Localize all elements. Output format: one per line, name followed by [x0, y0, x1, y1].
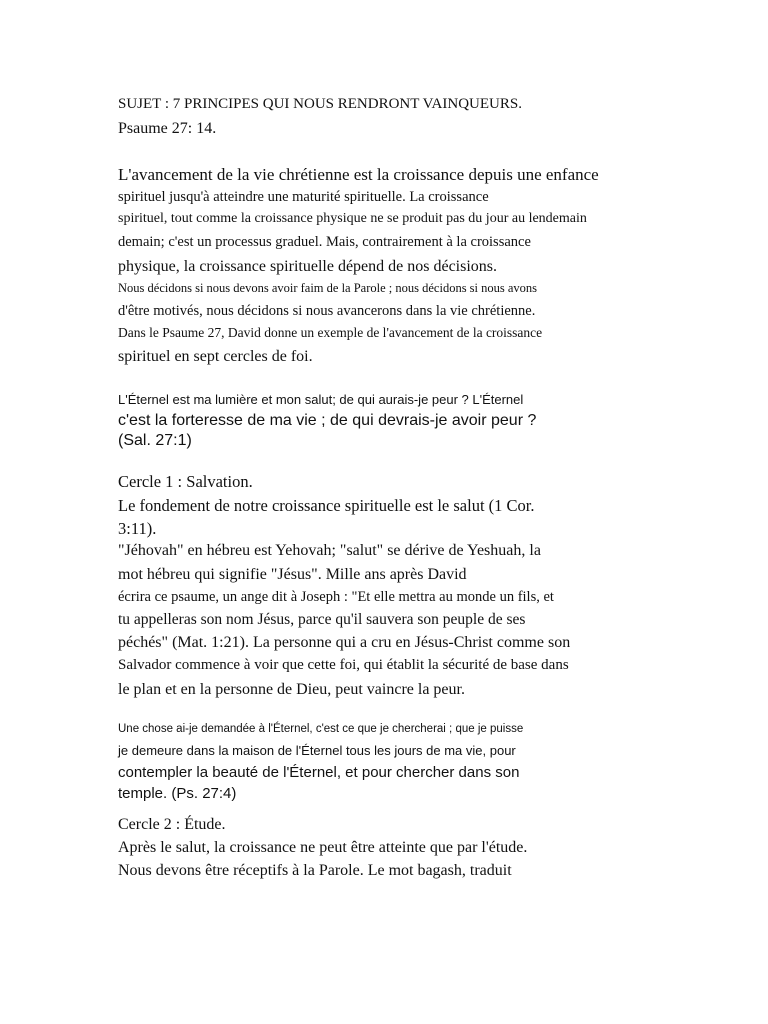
quote-line: je demeure dans la maison de l'Éternel tous les jours de ma vie, pour	[118, 743, 516, 758]
section-heading: Cercle 1 : Salvation.	[118, 472, 253, 491]
scripture-reference: Psaume 27: 14.	[118, 120, 217, 137]
section-line: Nous devons être réceptifs à la Parole. Le mot bagash, traduit	[118, 862, 512, 879]
quote-line: c'est la forteresse de ma vie ; de qui devrais-je avoir peur ?	[118, 412, 537, 429]
intro-line: spirituel en sept cercles de foi.	[118, 348, 313, 365]
section-line: le plan et en la personne de Dieu, peut vaincre la peur.	[118, 681, 465, 698]
intro-line: Nous décidons si nous devons avoir faim de la Parole ; nous décidons si nous avons	[118, 281, 538, 295]
intro-line: Dans le Psaume 27, David donne un exemple de l'avancement de la croissance	[118, 325, 543, 340]
quote-line: temple. (Ps. 27:4)	[118, 785, 237, 802]
section-line: écrira ce psaume, un ange dit à Joseph : "Et elle mettra au monde un fils, et	[118, 589, 554, 605]
document-title: SUJET : 7 PRINCIPES QUI NOUS RENDRONT VAINQUEURS.	[118, 96, 522, 112]
quote-line: L'Éternel est ma lumière et mon salut; de qui aurais-je peur ? L'Éternel	[118, 392, 524, 407]
intro-line: demain; c'est un processus graduel. Mais, contrairement à la croissance	[118, 234, 531, 250]
section-line: Salvador commence à voir que cette foi, qui établit la sécurité de base dans	[118, 657, 569, 673]
section-line: "Jéhovah" en hébreu est Yehovah; "salut" se dérive de Yeshuah, la	[118, 542, 541, 559]
intro-line: spirituel, tout comme la croissance physique ne se produit pas du jour au lendemain	[118, 211, 587, 226]
section-line: mot hébreu qui signifie "Jésus". Mille ans après David	[118, 566, 467, 583]
section-line: 3:11).	[118, 519, 157, 538]
section-line: Le fondement de notre croissance spirituelle est le salut (1 Cor.	[118, 496, 535, 515]
intro-line: spirituel jusqu'à atteindre une maturité spirituelle. La croissance	[118, 189, 489, 205]
intro-line: L'avancement de la vie chrétienne est la croissance depuis une enfance	[118, 165, 599, 184]
section-line: Après le salut, la croissance ne peut être atteinte que par l'étude.	[118, 839, 528, 856]
quote-line: (Sal. 27:1)	[118, 432, 192, 449]
quote-line: contempler la beauté de l'Éternel, et pour chercher dans son	[118, 764, 520, 781]
section-heading: Cercle 2 : Étude.	[118, 816, 226, 833]
intro-line: physique, la croissance spirituelle dépend de nos décisions.	[118, 258, 498, 275]
section-line: tu appelleras son nom Jésus, parce qu'il sauvera son peuple de ses	[118, 611, 526, 628]
intro-line: d'être motivés, nous décidons si nous avancerons dans la vie chrétienne.	[118, 303, 536, 319]
quote-line: Une chose ai-je demandée à l'Éternel, c'est ce que je chercherai ; que je puisse	[118, 723, 524, 735]
section-line: péchés" (Mat. 1:21). La personne qui a cru en Jésus-Christ comme son	[118, 634, 571, 651]
